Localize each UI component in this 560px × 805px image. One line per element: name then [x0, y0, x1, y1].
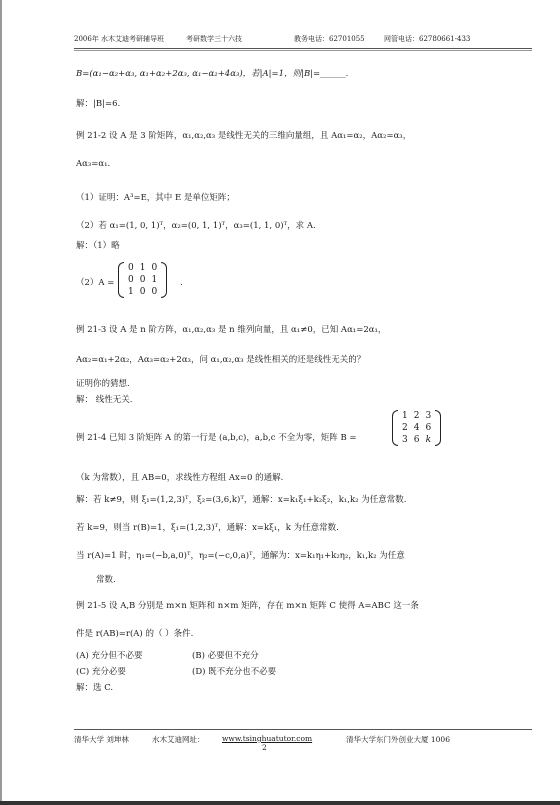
- matrix-cell: 0: [128, 263, 134, 273]
- matrix-a: [118, 262, 167, 298]
- matrix-right-bracket: [435, 410, 441, 446]
- example-21-2-part-1: （1）证明：A³=E，其中 E 是单位矩阵；: [76, 193, 235, 203]
- matrix-row: [125, 274, 160, 286]
- header-rule: [74, 48, 532, 49]
- matrix-cell: 1: [151, 275, 158, 285]
- example-21-4-line-2: （k 为常数），且 AB=0，求线性方程组 Ax=0 的通解.: [76, 473, 284, 483]
- footer-rule: [74, 729, 532, 730]
- option-a: (A) 充分但不必要: [76, 651, 143, 661]
- matrix-cell: 3: [425, 411, 432, 421]
- matrix-cell: 0: [139, 287, 146, 297]
- matrix-cell: 3: [402, 435, 408, 445]
- example-21-2-part-2: （2）若 α₁=(1, 0, 1)ᵀ，α₂=(0, 1, 1)ᵀ，α₃=(1, 1, 0)ᵀ，求 A.: [76, 221, 316, 231]
- footer-site-label: 水木艾迪网址：: [152, 735, 205, 744]
- matrix-row: [399, 434, 434, 446]
- matrix-cell: k: [425, 435, 432, 445]
- matrix-row: [125, 262, 160, 274]
- example-21-3-line-2: Aα₂=α₁+2α₂，Aα₃=α₂+2α₃，问 α₁,α₂,α₃ 是线性相关的还是线性无关的？: [76, 355, 366, 365]
- matrix-cell: 1: [128, 287, 134, 297]
- matrix-cell: 6: [413, 435, 420, 445]
- matrix-cell: 0: [151, 263, 158, 273]
- matrix-left-bracket: [392, 410, 398, 446]
- solution-21-4-line-4: 常数.: [96, 575, 116, 585]
- matrix-cell: 0: [128, 275, 134, 285]
- solution-21-4-line-3: 当 r(A)=1 时，η₁=(−b,a,0)ᵀ，η₂=(−c,0,a)ᵀ，通解为：x=k₁η₁+k₂η₂，k₁,k₂ 为任意: [76, 551, 405, 561]
- matrix-row: [125, 286, 160, 298]
- example-21-4-line-1: 例 21-4 已知 3 阶矩阵 A 的第一行是 (a,b,c)，a,b,c 不全为零，矩阵 B =: [76, 433, 357, 443]
- header-course: 2006年 水木艾迪考研辅导班: [74, 35, 165, 43]
- solution-21-1: 解：|B|=6.: [76, 99, 121, 109]
- example-21-5-line-2: 件是 r(AB)=r(A) 的（ ）条件.: [76, 629, 194, 639]
- example-21-2-line-2: Aα₃=α₁.: [76, 159, 111, 169]
- solution-21-3: 解： 线性无关.: [76, 395, 133, 405]
- scan-left-edge: [0, 0, 2, 805]
- matrix-cell: 0: [151, 287, 158, 297]
- option-c: (C) 充分必要: [76, 667, 126, 677]
- solution-21-2-part-2-label: （2）A =: [76, 278, 115, 288]
- matrix-b: [392, 410, 441, 446]
- matrix-right-bracket: [161, 262, 167, 298]
- solution-21-5: 解：选 C.: [76, 683, 114, 693]
- matrix-row: [399, 410, 434, 422]
- footer-author: 清华大学 刘坤林: [74, 735, 129, 744]
- matrix-cell: 2: [413, 411, 420, 421]
- example-21-3-line-3: 证明你的猜想.: [76, 379, 130, 389]
- solution-21-4-line-2: 若 k=9，则当 r(B)=1，ξ₁=(1,2,3)ᵀ，通解：x=kξ₁，k 为任意常数.: [76, 523, 339, 533]
- scan-bottom-edge: [0, 801, 560, 805]
- matrix-cell: 6: [425, 423, 432, 433]
- matrix-left-bracket: [118, 262, 124, 298]
- solution-21-2-part-1: 解：（1）略: [76, 241, 120, 251]
- matrix-cell: 1: [139, 263, 146, 273]
- example-21-5-line-1: 例 21-5 设 A,B 分别是 m×n 矩阵和 n×m 矩阵，存在 m×n 矩阵 C 使得 A=ABC 这一条: [76, 601, 419, 611]
- option-d: (D) 既不充分也不必要: [192, 667, 277, 677]
- text-line-1: B=(α₁−α₂+α₃, α₁+α₂+2α₃, α₁−α₂+4α₃)，若|A|=1，则|B|=______.: [76, 69, 349, 79]
- matrix-cell: 1: [402, 411, 408, 421]
- footer-site-link[interactable]: www.tsinghuatutor.com: [222, 734, 313, 743]
- footer-address: 清华大学东门外创业大厦 1006: [346, 735, 450, 744]
- example-21-3-line-1: 例 21-3 设 A 是 n 阶方阵，α₁,α₂,α₃ 是 n 维列向量，且 α₁≠0，已知 Aα₁=2α₁，: [76, 325, 387, 335]
- option-b: (B) 必要但不充分: [192, 651, 259, 661]
- matrix-row: [399, 422, 434, 434]
- solution-21-4-line-1: 解：若 k≠9，则 ξ₁=(1,2,3)ᵀ，ξ₂=(3,6,k)ᵀ，通解：x=k₁ξ₁+k₂ξ₂，k₁,k₂ 为任意常数.: [76, 495, 407, 505]
- header-subject: 考研数学三十六技: [186, 35, 242, 43]
- matrix-cell: 0: [139, 275, 146, 285]
- matrix-cell: 4: [413, 423, 420, 433]
- example-21-2-line-1: 例 21-2 设 A 是 3 阶矩阵，α₁,α₂,α₃ 是线性无关的三维向量组，且 Aα₁=α₂，Aα₂=α₃，: [76, 131, 412, 141]
- header-phone1: 教务电话：62701055: [294, 35, 365, 43]
- matrix-a-period: .: [180, 278, 183, 288]
- header-phone2: 网管电话：62780661-433: [384, 35, 471, 43]
- matrix-cell: 2: [402, 423, 408, 433]
- page-number: 2: [262, 743, 267, 752]
- header-rule-thin: [74, 50, 532, 51]
